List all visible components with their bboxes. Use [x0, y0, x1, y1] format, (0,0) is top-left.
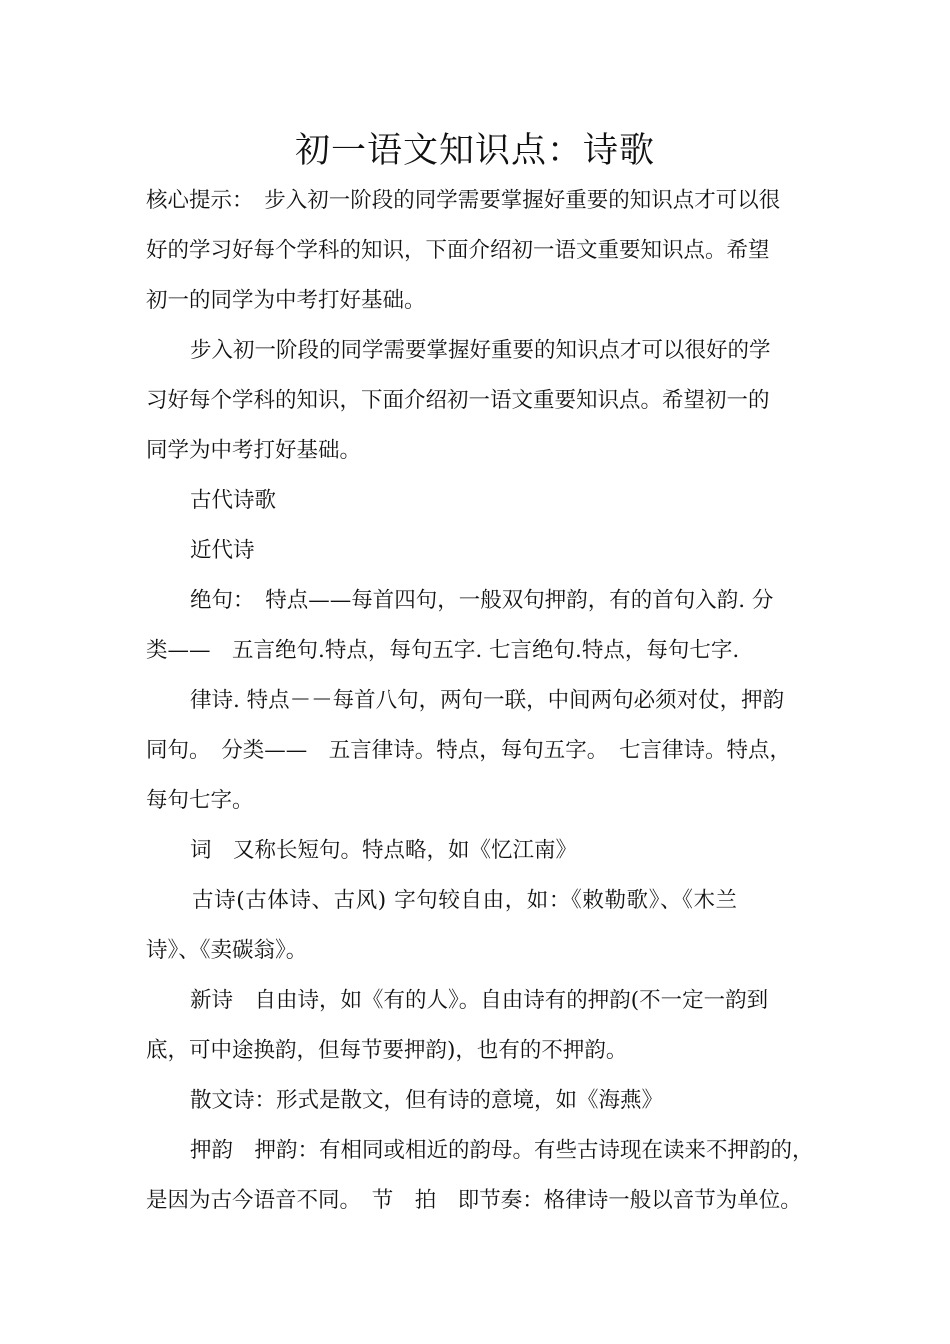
section-heading: 古代诗歌: [190, 488, 277, 513]
document-body: [146, 176, 814, 1226]
paragraph-line: 每句七字。: [146, 788, 254, 813]
paragraph-line: 古诗(古体诗、古风) 字句较自由，如：《敕勒歌》、《木兰: [192, 888, 738, 913]
paragraph-line: 好的学习好每个学科的知识，下面介绍初一语文重要知识点。希望: [146, 238, 770, 263]
paragraph-line: 核心提示： 步入初一阶段的同学需要掌握好重要的知识点才可以很: [146, 188, 781, 213]
paragraph-line: 律诗. 特点－－每首八句，两句一联，中间两句必须对仗，押韵: [190, 688, 785, 713]
paragraph-line: 初一的同学为中考打好基础。: [146, 288, 426, 313]
paragraph-line: 词 又称长短句。特点略，如《忆江南》: [190, 838, 578, 863]
paragraph-line: 散文诗：形式是散文，但有诗的意境，如《海燕》: [190, 1088, 664, 1113]
section-heading: 近代诗: [190, 538, 255, 563]
paragraph-line: 同句。 分类—— 五言律诗。特点，每句五字。 七言律诗。特点，: [146, 738, 792, 763]
paragraph-line: 同学为中考打好基础。: [146, 438, 362, 463]
paragraph-line: 诗》、《卖碳翁》。: [146, 938, 308, 963]
paragraph-line: 是因为古今语音不同。 节 拍 即节奏：格律诗一般以音节为单位。: [146, 1188, 802, 1213]
paragraph-line: 底，可中途换韵，但每节要押韵)，也有的不押韵。: [146, 1038, 628, 1063]
paragraph-line: 新诗 自由诗，如《有的人》。自由诗有的押韵(不一定一韵到: [190, 988, 769, 1013]
paragraph-line: 押韵 押韵：有相同或相近的韵母。有些古诗现在读来不押韵的，: [190, 1138, 814, 1163]
paragraph-line: 类—— 五言绝句.特点，每句五字. 七言绝句.特点，每句七字.: [146, 638, 740, 663]
paragraph-line: 绝句： 特点——每首四句，一般双句押韵，有的首句入韵. 分: [190, 588, 774, 613]
paragraph-line: 习好每个学科的知识，下面介绍初一语文重要知识点。希望初一的: [146, 388, 770, 413]
paragraph-line: 步入初一阶段的同学需要掌握好重要的知识点才可以很好的学: [190, 338, 771, 363]
page-title: 初一语文知识点：诗歌: [294, 131, 655, 171]
